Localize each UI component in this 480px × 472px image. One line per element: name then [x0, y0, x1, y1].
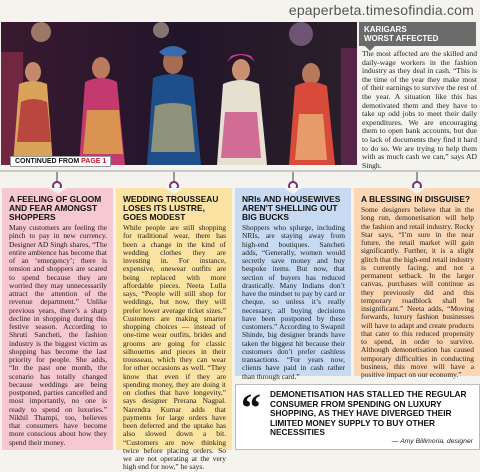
karigars-heading — [359, 22, 476, 46]
card-body: Some designers believe that in the long run, demonetisation will help the fashion and retail industry. Rocky Star says, “I’m sure in the near future, the retail market will gain significantly. Further, it is a slight glitch that the high-end retail industry is currently facing, and not a permanent setback. In the larger canvas, purchases will continue as they previously did and this temporary roadblock shall be insignificant.” Neeta adds, “Moving forwards, luxury fashion businesses will have to adapt and create products that cater to this reduced propensity to spend, in order to survive. Although demonetisation has caused temporary difficulties in conducting business, this move will have a positive impact on our economy.” — [361, 205, 474, 379]
quote-mark-icon: “ — [241, 385, 261, 430]
clothesline-rope — [0, 170, 480, 172]
card-title: NRIs AND HOUSEWIVES AREN'T SHELLING OUT BIG BUCKS — [242, 194, 341, 222]
card-nris-housewives — [235, 188, 351, 381]
card-body: Many customers are feeling the pinch to pay in new currency. Designer AD Singh shares, “The entire ambience has become that of an ‘emergency’; there is tension and shoppers are scared to spend because they are worried they may unnecessarily attract the attention of the revenue department.” Unlike previous years, there’s a sharp decline in shopping during this festive season. According to Shruti Sancheti, the fashion industry is the biggest victim as shopping has become the last priority for people. She adds, “In the past one month, the scenario has totally changed because weddings are being postponed, parties cancelled and most importantly, no one is ready to spend on luxuries.” Nikhil Thampi, too, believes that consumers have become more conscious about how they spend their money. — [9, 223, 107, 447]
card-gloom-and-fear — [2, 188, 113, 450]
continued-page: PAGE 1 — [81, 158, 107, 165]
fashion-show-photo — [1, 22, 357, 165]
card-body: Shoppers who splurge, including NRIs, are staying away from high-end boutiques. Sancheti adds, “Generally, women would secretly save money and buy bespoke items. But now, that section of buyers has reduced drastically. Many Indians don’t have the mindset to pay by card or cheque, so unless it’s really necessary, all buying decisions have been postponed by these customers.” According to Swapnil Shinde, big designer brands have taken the biggest hit because their customers don’t prefer cashless transactions. “For years now, clients have paid in cash rather than through card.” — [242, 223, 345, 381]
continued-from-tag — [10, 156, 111, 167]
card-title: A BLESSING IN DISGUISE? — [361, 194, 471, 204]
pull-quote — [235, 384, 480, 450]
karigars-title-line2: WORST AFFECTED — [364, 34, 439, 43]
card-wedding-trousseau — [116, 188, 232, 472]
quote-text: DEMONETISATION HAS STALLED THE REGULAR CONSUMER FROM SPENDING ON LUXURY SHOPPING, AS THEY HAVE DIVERGED THEIR LIMITED MONEY SUPPLY TO BUY OTHER NECESSITIES — [270, 389, 467, 438]
card-blessing-in-disguise — [354, 188, 480, 379]
card-body: While people are still shopping for traditional wear, there has been a change in the kind of wedding clothes they are investing in. For instance, expensive, onewear outfits are being replaced with more affordable pieces. Neeta Lulla says, “People will still shop for weddings, but now, they will prefer lower average ticket sizes.” Customers are making smarter shopping choices — instead of one-time wear outfits, brides and grooms are going for classic silhouettes and pieces in their trousseau, which they can wear for other occasions as well. “They know that even if they are spending money, they are doing it on clothes that have longevity,” says designer Prerana Nagpal. Narendra Kumar adds that payments for large orders have been deferred and the uptake has also slowed down a bit. “Customers are now thinking twice before placing orders. So we are not operating at the very high end for now,” he says. — [123, 223, 226, 472]
quote-attribution: — Amy Billimoria, designer — [391, 438, 473, 445]
runway-illustration — [1, 22, 357, 165]
karigars-title-line1: KARIGARS — [364, 25, 407, 34]
karigars-body: The most affected are the skilled and daily-wage workers in the fashion industry as they deal in cash. “This is the time of the year they make most of their earnings to survive the rest of the year. A situation like this has demotivated them and they have to take up odd jobs to meet their daily expenditures. We are encouraging them to open bank accounts, but due to lack of documents they find it hard to do so. We are trying to help them with as much cash we can,” says AD Singh. — [362, 49, 477, 170]
card-title: WEDDING TROUSSEAU LOSES ITS LUSTRE, GOES MODEST — [123, 194, 219, 222]
card-title: A FEELING OF GLOOM AND FEAR AMONGST SHOPPERS — [9, 194, 102, 222]
karigars-sidebar — [359, 22, 480, 171]
continued-label: CONTINUED FROM — [15, 158, 80, 165]
source-url: epaperbeta.timesofindia.com — [288, 2, 474, 18]
